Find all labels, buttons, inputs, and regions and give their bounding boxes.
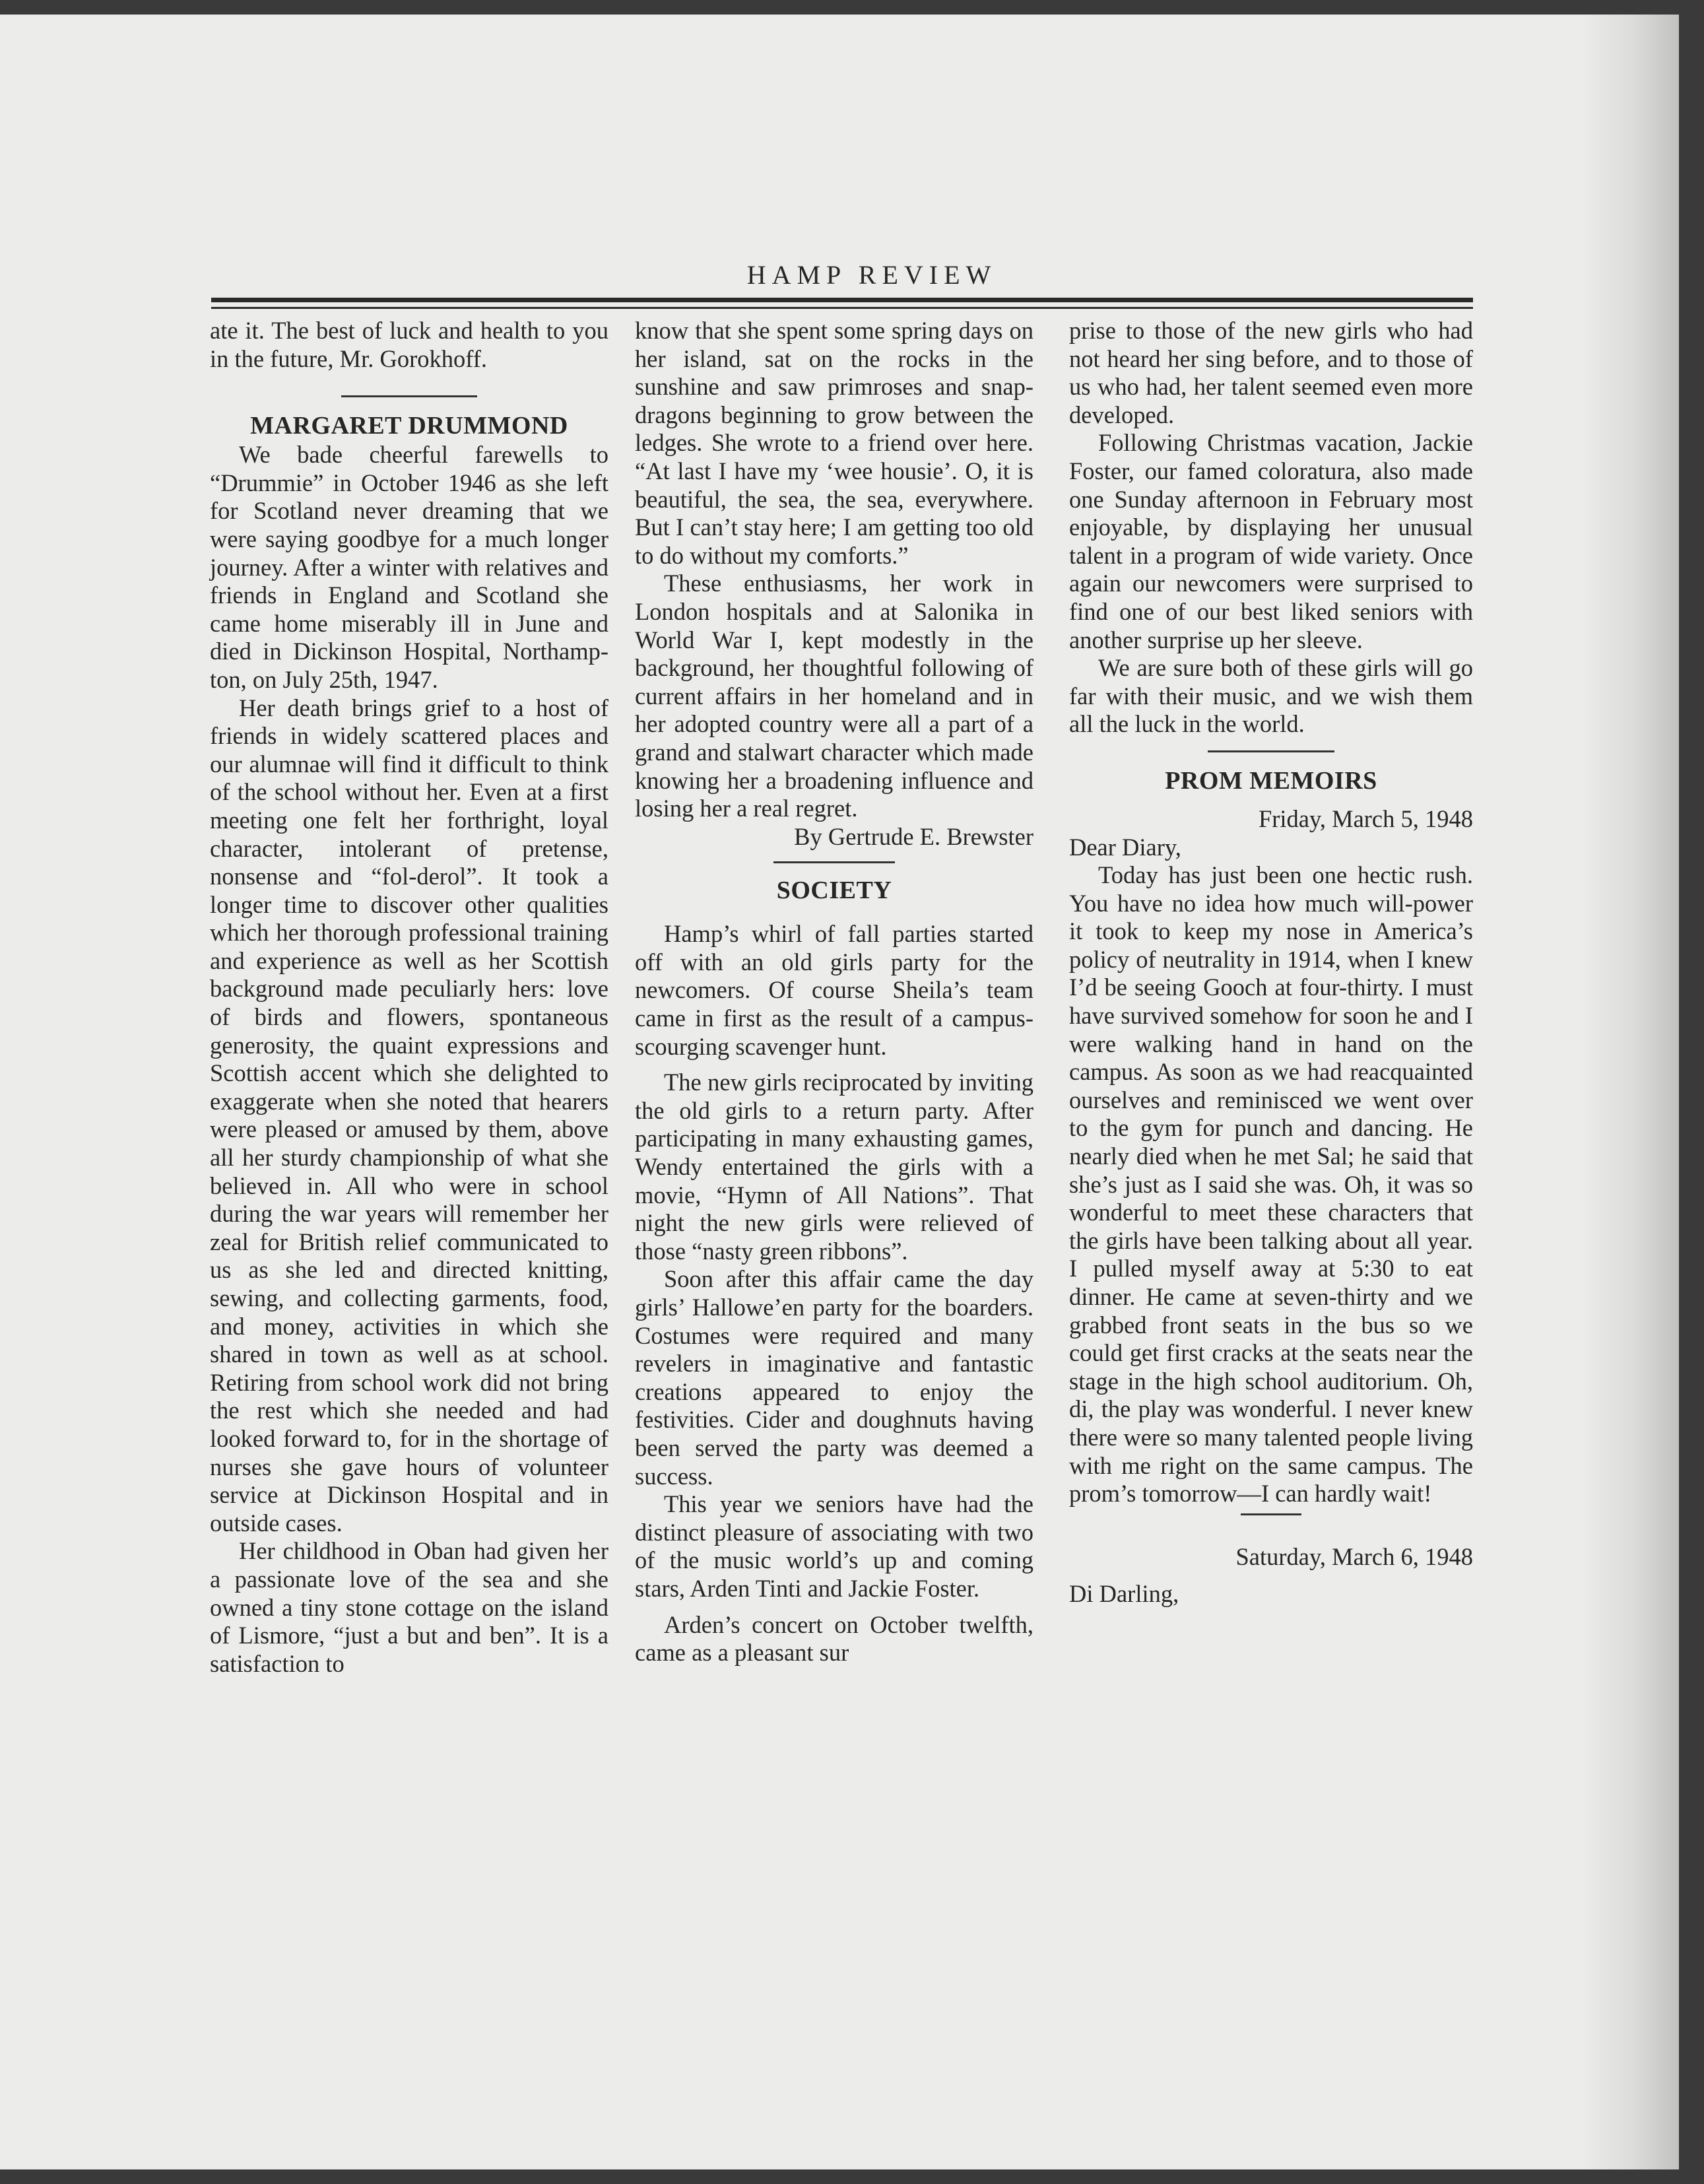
diary-salutation: Dear Diary, — [1069, 833, 1181, 861]
byline: By Gertrude E. Brewster — [794, 822, 1033, 850]
running-head: HAMP REVIEW — [746, 260, 997, 290]
paragraph: Soon after this affair came the day girls’ Hallowe’en party for the boarders. Costumes were required and many revelers in imaginative and fantastic creations appeared to enjoy the festivities. Cider and doughnuts having been served the party was deemed a success. — [635, 1265, 1033, 1490]
section-divider — [1208, 750, 1334, 752]
diary-date: Saturday, March 6, 1948 — [1235, 1542, 1473, 1570]
diary-date: Friday, March 5, 1948 — [1258, 805, 1473, 832]
diary-salutation: Di Darling, — [1069, 1580, 1179, 1608]
paragraph: The new girls reciprocated by inviting the old girls to a return party. After participating in many exhausting games, Wendy entertained the girls with a movie, “Hymn of All Nations”. That night the new girls were relieved of those “nasty green ribbons”. — [635, 1069, 1033, 1265]
paragraph: Her death brings grief to a host of friends in widely scattered places and our alumnae will find it difficult to think of the school without her. Even at a first meeting one felt her forthright, loyal character, intolerant of pretense, nonsense and “fol-derol”. It took a longer time to discover other qualities which her thorough professional training and experience as well as her Scottish background made peculiarly hers: love of birds and flowers, spontaneous generosity, the quaint expressions and Scottish accent which she delighted to exaggerate when she noted that hearers were pleased or amused by them, above all her sturdy championship of what she believed in. All who were in school during the war years will remember her zeal for British relief communicated to us as she led and directed knitting, sewing, and collecting garments, food, and money, activities in which she shared in town as well as at school. Retiring from school work did not bring the rest which she needed and had looked forward to, for in the shortage of nurses she gave hours of volunteer service at Dickinson Hospital and in outside cases. — [210, 694, 608, 1537]
section-divider — [773, 861, 895, 863]
section-heading-society: SOCIETY — [776, 877, 892, 905]
header-rule-thick — [211, 298, 1473, 302]
section-heading-prom-memoirs: PROM MEMOIRS — [1165, 766, 1377, 795]
paragraph: We bade cheerful farewells to “Drummie” in October 1946 as she left for Scotland never dreaming that we were saying goodbye for a much longer journey. After a winter with relatives and friends in England and Scotland she came home miserably ill in June and died in Dickinson Hospital, Northampton, on July 25th, 1947. — [210, 441, 608, 693]
paragraph: ate it. The best of luck and health to you in the future, Mr. Gorokhoff. — [210, 317, 608, 372]
page-spine-shadow — [1580, 15, 1679, 2169]
paragraph: know that she spent some spring days on her island, sat on the rocks in the sunshine and saw primroses and snap-dragons beginning to grow between the ledges. She wrote to a friend over here. “At last I have my ‘wee housie’. O, it is beautiful, the sea, the sea, everywhere. But I can’t stay here; I am getting too old to do without my comforts.” — [635, 317, 1033, 569]
paragraph: Her childhood in Oban had given her a passionate love of the sea and she owned a tiny stone cottage on the island of Lismore, “just a but and ben”. It is a satisfaction to — [210, 1537, 608, 1677]
paragraph: This year we seniors have had the distinct pleasure of associating with two of the music world’s up and coming stars, Arden Tinti and Jackie Foster. — [635, 1490, 1033, 1602]
paragraph: Today has just been one hectic rush. You have no idea how much will-power it took to keep my nose in America’s policy of neutrality in 1914, when I knew I’d be seeing Gooch at four-thirty. I must have survived somehow for soon he and I were walking hand in hand on the campus. As soon as we had reacquainted ourselves and reminisced we went over to the gym for punch and dancing. He nearly died when he met Sal; he said that she’s just as I said she was. Oh, it was so wonderful to meet these characters that the girls have been talking about all year. I pulled myself away at 5:30 to eat dinner. He came at seven-thirty and we grabbed front seats in the bus so we could get first cracks at the seats near the stage in the high school auditorium. Oh, di, the play was wonderful. I never knew there were so many talented people living with me right on the same campus. The prom’s tomorrow—I can hardly wait! — [1069, 861, 1473, 1507]
paragraph: Following Christmas vacation, Jackie Foster, our famed coloratura, also made one Sunday afternoon in February most enjoyable, by displaying her unusual talent in a program of wide variety. Once again our newcomers were surprised to find one of our best liked seniors with another surprise up her sleeve. — [1069, 429, 1473, 653]
paragraph: These enthusiasms, her work in London hospitals and at Salonika in World War I, kept modestly in the background, her thoughtful following of current affairs in her homeland and in her adopted country were all a part of a grand and stalwart character which made knowing her a broadening influence and losing her a real regret. — [635, 570, 1033, 822]
column-1 — [210, 317, 608, 1678]
paragraph: Hamp’s whirl of fall parties started off with an old girls party for the newcomers. Of course Sheila’s team came in first as the result of a campus-scourging scavenger hunt. — [635, 920, 1033, 1060]
paragraph: Arden’s concert on October twelfth, came as a pleasant sur — [635, 1610, 1033, 1667]
column-3 — [1069, 317, 1473, 1608]
paragraph: We are sure both of these girls will go far with their music, and we wish them all the luck in the world. — [1069, 654, 1473, 738]
column-2 — [635, 317, 1033, 1667]
section-divider — [1241, 1513, 1301, 1515]
section-divider — [341, 395, 477, 397]
section-heading-margaret-drummond: MARGARET DRUMMOND — [250, 412, 568, 440]
header-rule-thin — [211, 307, 1473, 309]
paragraph: prise to those of the new girls who had not heard her sing before, and to those of us who had, her talent seemed even more developed. — [1069, 317, 1473, 428]
